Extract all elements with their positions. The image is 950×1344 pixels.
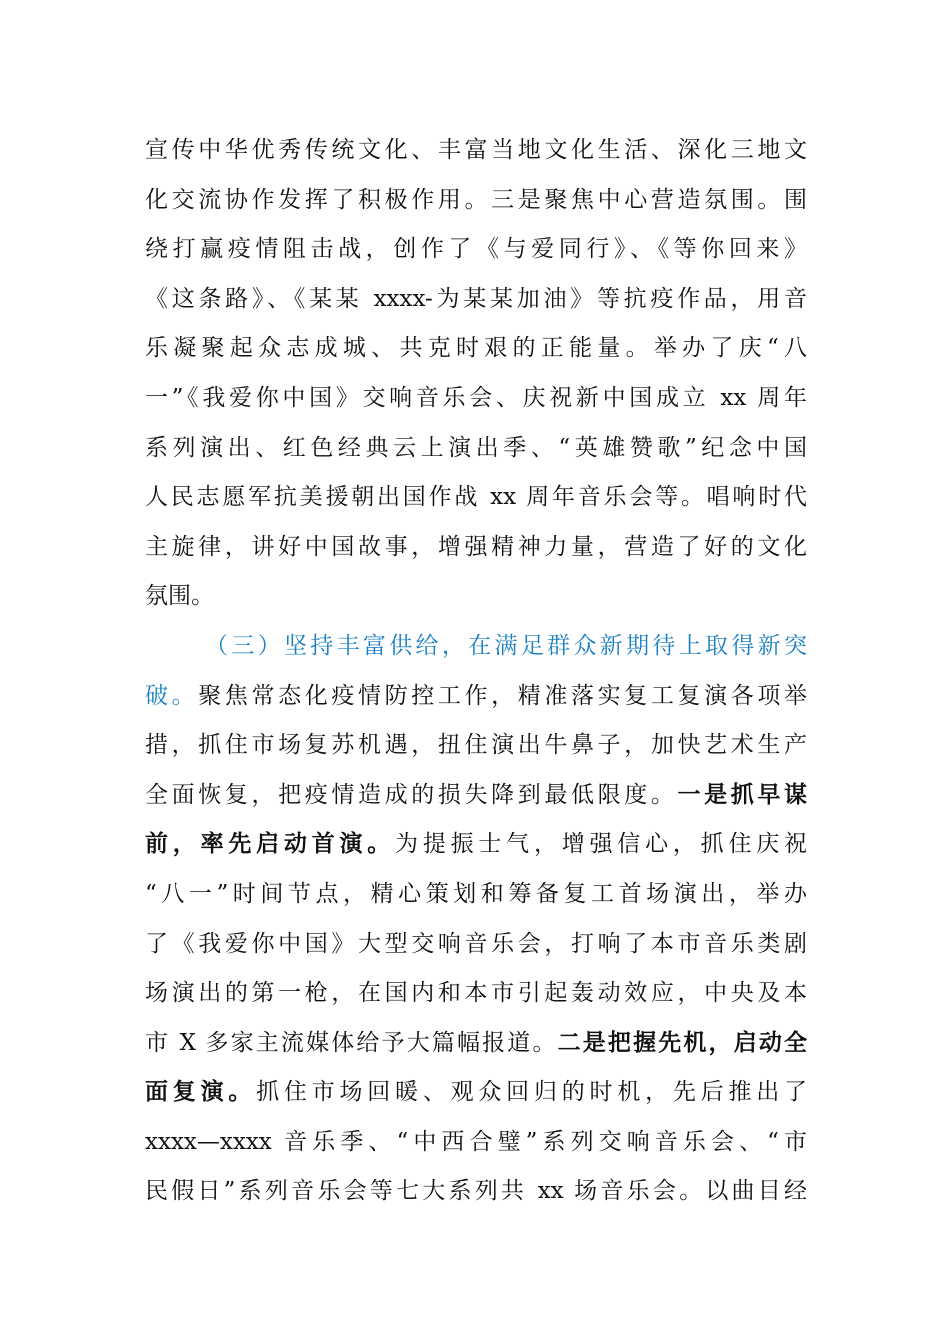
paragraph-line: 绕打赢疫情阻击战，创作了《与爱同行》、《等你回来》 (145, 236, 807, 263)
paragraph-line (145, 1019, 807, 1069)
paragraph-line: 场演出的第一枪，在国内和本市引起轰动效应，中央及本 (145, 980, 807, 1007)
paragraph-line: 民假日”系列音乐会等七大系列共 xx 场音乐会。以曲目经 (145, 1178, 807, 1205)
paragraph-line: 氛围。 (145, 583, 214, 610)
paragraph-line: 主旋律，讲好中国故事，增强精神力量，营造了好的文化 (145, 533, 807, 560)
bold-point-heading: 二是把握先机，启动全 (557, 1029, 808, 1056)
paragraph-line: 化交流协作发挥了积极作用。三是聚焦中心营造氛围。围 (145, 186, 807, 213)
paragraph-line (145, 1068, 807, 1118)
paragraph-text: 全面恢复，把疫情造成的损失降到最低限度。 (145, 781, 678, 808)
paragraph-line: 一”《我爱你中国》交响音乐会、庆祝新中国成立 xx 周年 (145, 384, 807, 411)
paragraph-text: 聚焦常态化疫情防控工作，精准落实复工复演各项举 (198, 682, 807, 709)
section-heading-end: 破。 (145, 682, 199, 709)
paragraph-line: 宣传中华优秀传统文化、丰富当地文化生活、深化三地文 (145, 137, 807, 163)
bold-point-heading: 面复演。 (145, 1079, 257, 1106)
paragraph-line (145, 771, 807, 821)
bold-point-heading: 一是抓早谋 (677, 781, 807, 808)
paragraph-line: 措，抓住市场复苏机遇，扭住演出牛鼻子，加快艺术生产 (145, 732, 807, 759)
section-heading-line (145, 622, 807, 672)
section-heading: （三）坚持丰富供给，在满足群众新期待上取得新突 (205, 632, 807, 659)
paragraph-line: 系列演出、红色经典云上演出季、“英雄赞歌”纪念中国 (145, 434, 807, 461)
paragraph-line: 乐凝聚起众志成城、共克时艰的正能量。举办了庆“八 (145, 335, 807, 362)
paragraph-line (145, 672, 807, 722)
paragraph-text: 为提振士气，增强信心，抓住庆祝 (395, 831, 808, 858)
paragraph-line: 《这条路》、《某某 xxxx-为某某加油》等抗疫作品，用音 (145, 285, 807, 312)
document-body (145, 126, 807, 1217)
paragraph-line: “八一”时间节点，精心策划和筹备复工首场演出，举办 (145, 880, 807, 907)
paragraph-line: 了《我爱你中国》大型交响音乐会，打响了本市音乐类剧 (145, 930, 807, 957)
paragraph-line: 人民志愿军抗美援朝出国作战 xx 周年音乐会等。唱响时代 (145, 484, 807, 511)
paragraph-text: 市 X 多家主流媒体给予大篇幅报道。 (145, 1029, 558, 1056)
bold-point-heading: 前，率先启动首演。 (145, 831, 396, 858)
paragraph-line (145, 820, 807, 870)
paragraph-line: xxxx—xxxx 音乐季、“中西合璧”系列交响音乐会、“市 (145, 1128, 807, 1155)
paragraph-text: 抓住市场回暖、观众回归的时机，先后推出了 (256, 1079, 808, 1106)
